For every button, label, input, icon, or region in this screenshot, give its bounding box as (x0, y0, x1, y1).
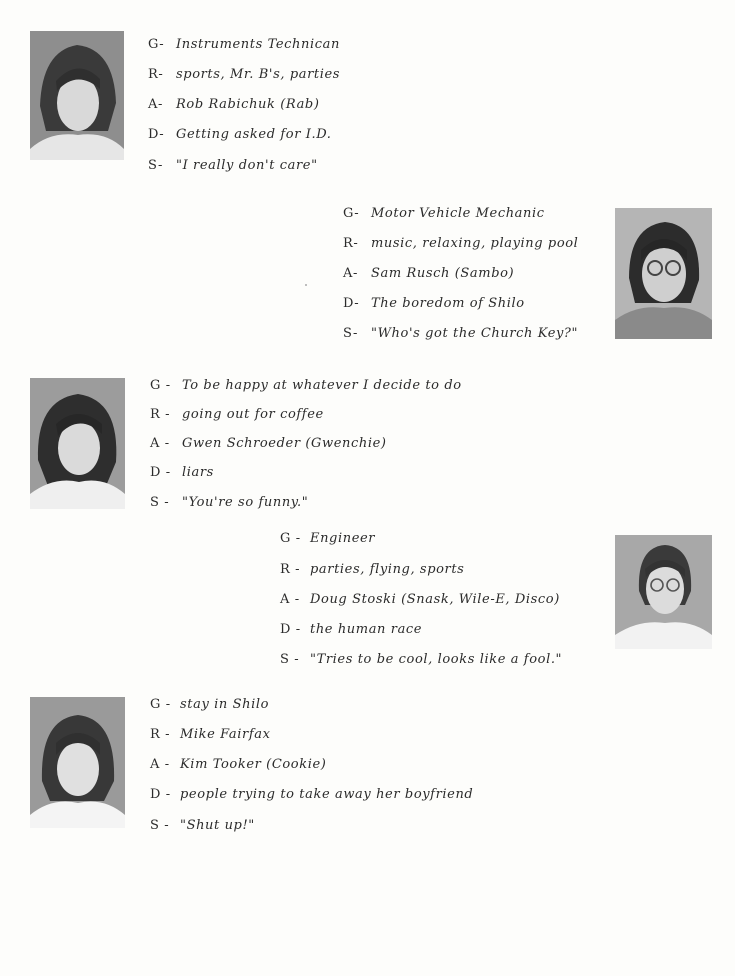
entry-line: D - the human race (280, 622, 423, 637)
portrait-photo (615, 535, 712, 649)
entry-line: D- The boredom of Shilo (343, 296, 525, 311)
entry-line: D - people trying to take away her boyfriend (150, 787, 474, 802)
entry-line: G - Engineer (280, 531, 376, 546)
portrait-photo (30, 31, 124, 160)
entry-line: A- Sam Rusch (Sambo) (343, 266, 515, 281)
entry-line: R - Mike Fairfax (150, 727, 271, 742)
entry-line: S - "Tries to be cool, looks like a fool." (280, 652, 563, 667)
entry-line: A - Doug Stoski (Snask, Wile-E, Disco) (280, 592, 560, 607)
entry-line: R - going out for coffee (150, 407, 324, 422)
entry-line: D- Getting asked for I.D. (148, 127, 332, 142)
entry-line: S - "Shut up!" (150, 818, 255, 833)
entry-line: G- Motor Vehicle Mechanic (343, 206, 545, 221)
entry-line: D - liars (150, 465, 214, 480)
portrait-photo (30, 697, 125, 828)
entry-line: R- music, relaxing, playing pool (343, 236, 579, 251)
speck (305, 284, 307, 286)
entry-line: R - parties, flying, sports (280, 562, 465, 577)
portrait-photo (615, 208, 712, 339)
entry-line: G - To be happy at whatever I decide to do (150, 378, 462, 393)
portrait-photo (30, 378, 125, 509)
entry-line: G- Instruments Technican (148, 37, 340, 52)
entry-line: S - "You're so funny." (150, 495, 309, 510)
entry-line: S- "I really don't care" (148, 158, 318, 173)
entry-line: R- sports, Mr. B's, parties (148, 67, 341, 82)
entry-line: A - Gwen Schroeder (Gwenchie) (150, 436, 387, 451)
entry-line: S- "Who's got the Church Key?" (343, 326, 579, 341)
entry-line: G - stay in Shilo (150, 697, 270, 712)
entry-line: A - Kim Tooker (Cookie) (150, 757, 327, 772)
entry-line: A- Rob Rabichuk (Rab) (148, 97, 320, 112)
